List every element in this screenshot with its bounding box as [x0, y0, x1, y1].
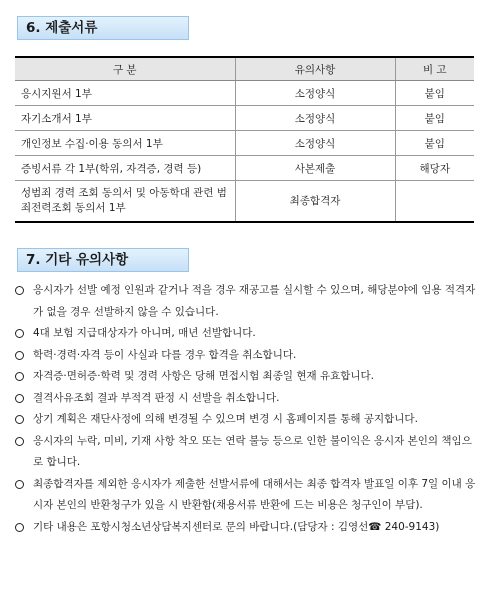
- note-text: 기타 내용은 포항시청소년상담복지센터로 문의 바랍니다.(담당자 : 김영선☎ 240-9143): [33, 520, 440, 533]
- note-text: 학력·경력·자격 등이 사실과 다를 경우 합격을 취소합니다.: [33, 348, 297, 361]
- header-category: 구 분: [15, 57, 235, 81]
- table-header-row: [15, 57, 474, 81]
- cell-category: 증빙서류 각 1부(학위, 자격증, 경력 등): [15, 156, 235, 181]
- circle-bullet-icon: [15, 351, 24, 360]
- cell-notes: 소정양식: [235, 131, 395, 156]
- cell-category: 응시지원서 1부: [15, 81, 235, 106]
- table-row: [15, 131, 474, 156]
- cell-remarks: 붙임: [395, 81, 474, 106]
- list-item: [15, 323, 477, 345]
- circle-bullet-icon: [15, 329, 24, 338]
- cell-remarks: 붙임: [395, 131, 474, 156]
- note-text: 응시자가 선발 예정 인원과 같거나 적을 경우 재공고를 실시할 수 있으며, 해당분야에 임용 적격자가 없을 경우 선발하지 않을 수 있습니다.: [33, 284, 476, 318]
- table-row: [15, 156, 474, 181]
- cell-category: 성범죄 경력 조회 동의서 및 아동학대 관련 범죄전력조회 동의서 1부: [15, 181, 235, 223]
- table-row: [15, 181, 474, 223]
- table-row: [15, 106, 474, 131]
- cell-category: 자기소개서 1부: [15, 106, 235, 131]
- circle-bullet-icon: [15, 394, 24, 403]
- cell-notes: 최종합격자: [235, 181, 395, 223]
- note-text: 최종합격자를 제외한 응시자가 제출한 선발서류에 대해서는 최종 합격자 발표일 이후 7일 이내 응시자 본인의 반환청구가 있을 시 반환함(채용서류 반환에 드는 비용은 청구인이 부담).: [33, 477, 476, 511]
- cell-notes: 사본제출: [235, 156, 395, 181]
- circle-bullet-icon: [15, 286, 24, 295]
- circle-bullet-icon: [15, 523, 24, 532]
- cell-notes: 소정양식: [235, 106, 395, 131]
- cell-remarks: 해당자: [395, 156, 474, 181]
- section-7-heading: 7. 기타 유의사항: [17, 248, 189, 272]
- circle-bullet-icon: [15, 372, 24, 381]
- list-item: [15, 431, 477, 474]
- cell-category: 개인정보 수집·이용 동의서 1부: [15, 131, 235, 156]
- list-item: [15, 280, 477, 323]
- cell-remarks: [395, 181, 474, 223]
- circle-bullet-icon: [15, 415, 24, 424]
- list-item: [15, 366, 477, 388]
- cell-notes: 소정양식: [235, 81, 395, 106]
- list-item: [15, 517, 477, 539]
- note-text: 응시자의 누락, 미비, 기재 사항 착오 또는 연락 불능 등으로 인한 불이익은 응시자 본인의 책임으로 합니다.: [33, 434, 472, 468]
- list-item: [15, 409, 477, 431]
- note-text: 상기 계획은 재단사정에 의해 변경될 수 있으며 변경 시 홈페이지를 통해 공지합니다.: [33, 413, 418, 425]
- note-text: 자격증·면허증·학력 및 경력 사항은 당해 면접시험 최종일 현재 유효합니다.: [33, 370, 375, 382]
- circle-bullet-icon: [15, 437, 24, 446]
- header-remarks: 비 고: [395, 57, 474, 81]
- list-item: [15, 345, 477, 367]
- header-notes: 유의사항: [235, 57, 395, 81]
- table-row: [15, 81, 474, 106]
- note-text: 4대 보험 지급대상자가 아니며, 매년 선발합니다.: [33, 327, 256, 339]
- cell-remarks: 붙임: [395, 106, 474, 131]
- section-6-heading: 6. 제출서류: [17, 16, 189, 40]
- circle-bullet-icon: [15, 480, 24, 489]
- note-text: 결격사유조회 결과 부적격 판정 시 선발을 취소합니다.: [33, 391, 280, 404]
- documents-table: [15, 56, 474, 223]
- list-item: [15, 474, 477, 517]
- notes-list: [15, 280, 477, 538]
- list-item: [15, 388, 477, 410]
